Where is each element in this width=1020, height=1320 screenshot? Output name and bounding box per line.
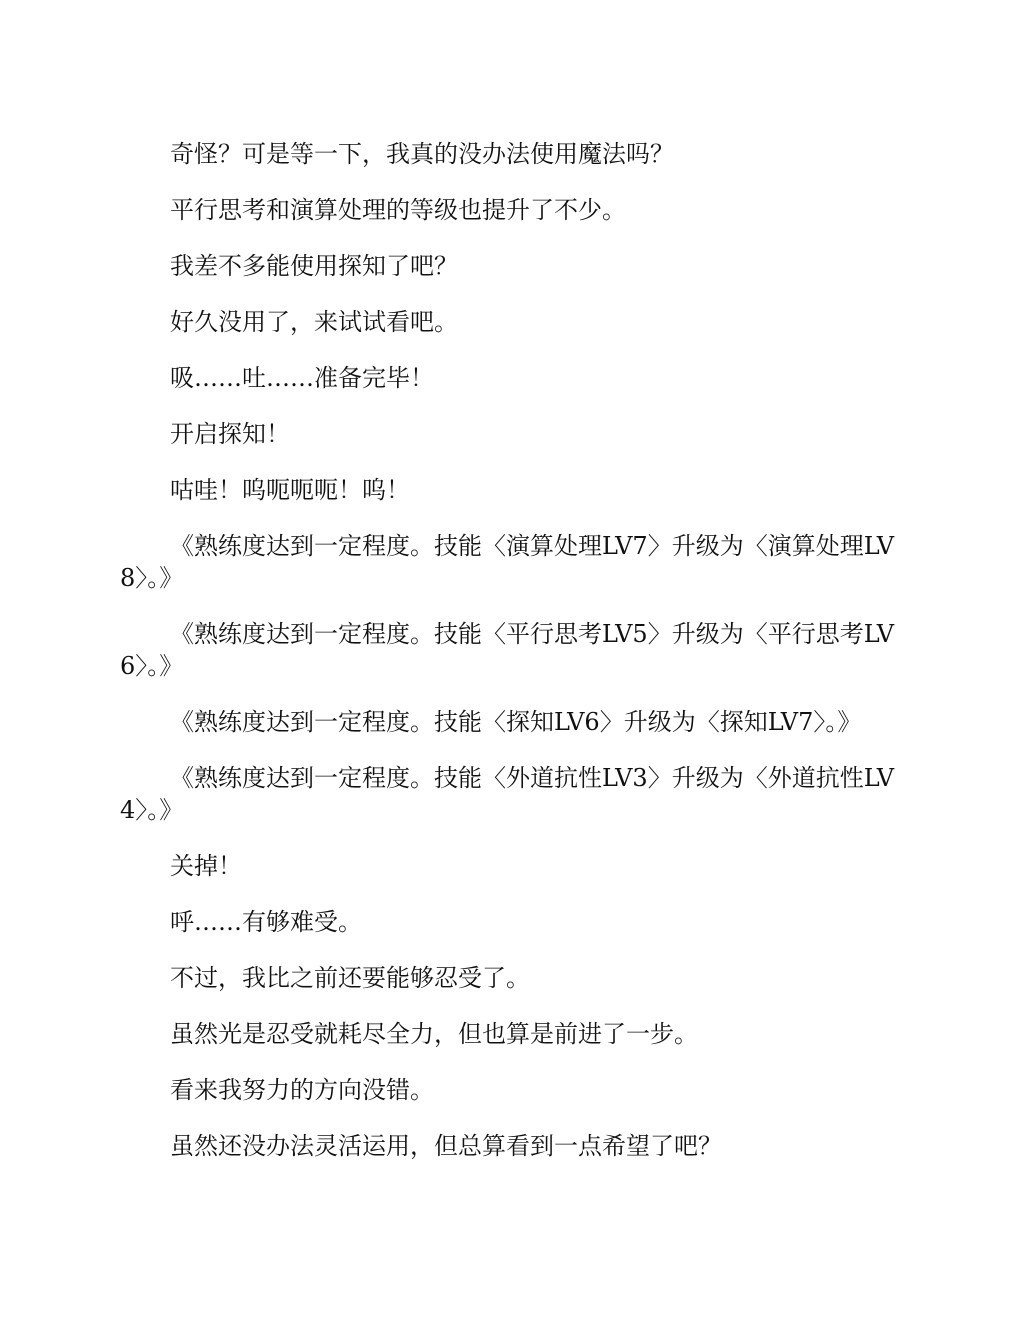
paragraph: 好久没用了，来试试看吧。: [170, 308, 458, 336]
paragraph: 我差不多能使用探知了吧？: [170, 252, 458, 280]
paragraph: 虽然光是忍受就耗尽全力，但也算是前进了一步。: [170, 1020, 698, 1048]
paragraph: 看来我努力的方向没错。: [170, 1076, 434, 1104]
body-text: [120, 138, 900, 1186]
paragraph: 奇怪？可是等一下，我真的没办法使用魔法吗？: [170, 140, 674, 168]
system-message: 《熟练度达到一定程度。技能〈演算处理LV7〉升级为〈演算处理LV8〉。》: [120, 532, 895, 592]
system-message: 《熟练度达到一定程度。技能〈外道抗性LV3〉升级为〈外道抗性LV4〉。》: [120, 764, 895, 824]
paragraph: 关掉！: [170, 852, 242, 880]
paragraph: 吸……吐……准备完毕！: [170, 364, 434, 392]
paragraph: 不过，我比之前还要能够忍受了。: [170, 964, 530, 992]
paragraph: 呼……有够难受。: [170, 908, 362, 936]
paragraph: 虽然还没办法灵活运用，但总算看到一点希望了吧？: [170, 1132, 722, 1160]
system-message: 《熟练度达到一定程度。技能〈探知LV6〉升级为〈探知LV7〉。》: [170, 708, 862, 736]
paragraph: 开启探知！: [170, 420, 290, 448]
paragraph: 平行思考和演算处理的等级也提升了不少。: [170, 196, 626, 224]
system-message: 《熟练度达到一定程度。技能〈平行思考LV5〉升级为〈平行思考LV6〉。》: [120, 620, 895, 680]
paragraph: 咕哇！呜呃呃呃！呜！: [170, 476, 410, 504]
